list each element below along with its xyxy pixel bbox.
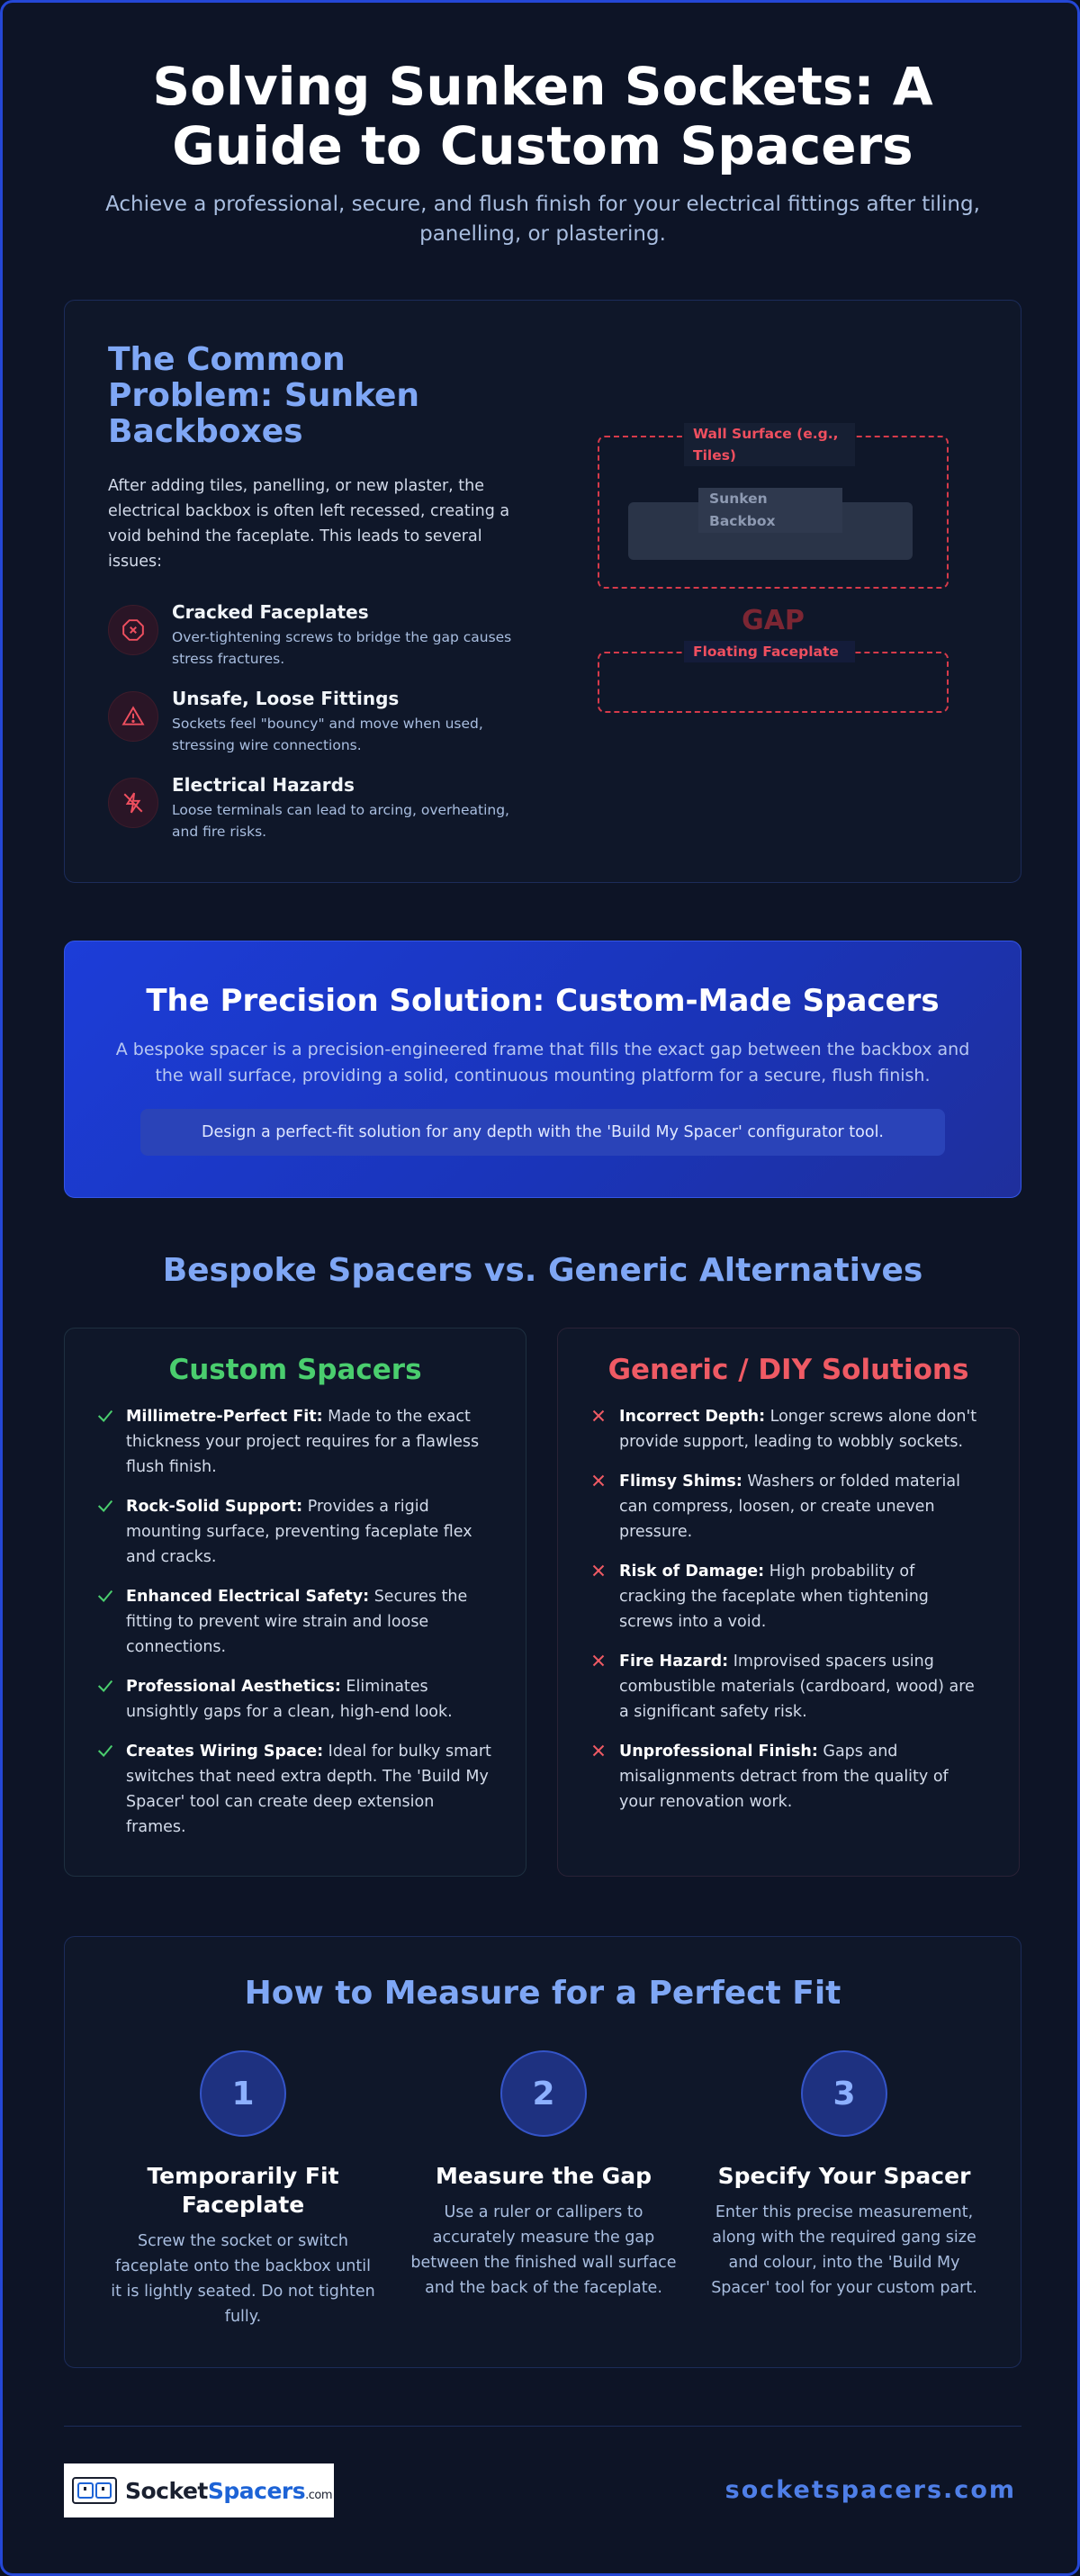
page-subtitle: Achieve a professional, secure, and flush finish for your electrical fittings after tiling, panelling, or plastering. <box>105 193 980 246</box>
gap-label: GAP <box>742 605 805 636</box>
custom-spacers-column <box>64 1328 526 1877</box>
solution-body: A bespoke spacer is a precision-engineered frame that fills the exact gap between the backbox and the wall surface, providing a solid, continuous mounting platform for a secure, flush finish. <box>115 1040 970 1085</box>
header <box>64 57 1022 249</box>
list-item: Risk of Damage: High probability of cracking the faceplate when tightening screws into a void. <box>589 1559 986 1635</box>
solution-banner <box>64 941 1022 1198</box>
step-title: Measure the Gap <box>435 2163 652 2189</box>
issue-desc: Loose terminals can lead to arcing, overheating, and fire risks. <box>172 802 509 840</box>
step-number: 1 <box>200 2050 286 2137</box>
website-link[interactable]: socketspacers.com <box>724 2476 1016 2504</box>
step-3 <box>709 2050 979 2301</box>
cross-icon <box>589 1561 608 1581</box>
cross-icon <box>589 1471 608 1491</box>
list-item: Enhanced Electrical Safety: Secures the fitting to prevent wire strain and loose connections. <box>95 1584 493 1660</box>
cross-icon <box>589 1406 608 1426</box>
issue-title: Unsafe, Loose Fittings <box>172 688 400 709</box>
problem-card <box>64 300 1022 883</box>
custom-spacers-title: Custom Spacers <box>168 1354 422 1386</box>
page-title: Solving Sunken Sockets: A Guide to Custom Spacers <box>152 56 933 176</box>
step-1 <box>108 2050 378 2329</box>
step-desc: Enter this precise measurement, along with the required gang size and colour, into the 'Build My Spacer' tool for your custom part. <box>711 2203 977 2297</box>
socketspacers-logo[interactable] <box>64 2463 334 2517</box>
backbox-label: Sunken Backbox <box>698 488 842 533</box>
issue-desc: Sockets feel "bouncy" and move when used, stressing wire connections. <box>172 716 483 753</box>
step-number: 2 <box>500 2050 587 2137</box>
list-item: Incorrect Depth: Longer screws alone don't provide support, leading to wobbly sockets. <box>589 1404 986 1455</box>
cross-icon <box>589 1651 608 1671</box>
socket-logo-icon <box>71 2472 118 2508</box>
list-item: Unprofessional Finish: Gaps and misalignments detract from the quality of your renovation work. <box>589 1739 986 1815</box>
list-item: Rock-Solid Support: Provides a rigid mounting surface, preventing faceplate flex and cracks. <box>95 1494 493 1570</box>
problem-title: The Common Problem: Sunken Backboxes <box>108 341 420 450</box>
no-power-icon <box>108 778 158 828</box>
generic-solutions-title: Generic / DIY Solutions <box>608 1354 969 1386</box>
measure-title: How to Measure for a Perfect Fit <box>244 1975 842 2012</box>
list-item: Flimsy Shims: Washers or folded material can compress, loosen, or create uneven pressure. <box>589 1469 986 1545</box>
checkmark-icon <box>95 1741 115 1761</box>
warning-triangle-icon <box>108 691 158 742</box>
sunken-backbox-diagram <box>598 426 949 733</box>
footer-divider <box>64 2426 1022 2427</box>
list-item: Millimetre-Perfect Fit: Made to the exact thickness your project requires for a flawless flush finish. <box>95 1404 493 1480</box>
solution-title: The Precision Solution: Custom-Made Spacers <box>146 983 940 1019</box>
faceplate-label: Floating Faceplate <box>684 641 855 662</box>
list-item: Professional Aesthetics: Eliminates unsightly gaps for a clean, high-end look. <box>95 1674 493 1725</box>
checkmark-icon <box>95 1676 115 1696</box>
checkmark-icon <box>95 1406 115 1426</box>
wall-surface-label: Wall Surface (e.g., Tiles) <box>684 423 855 466</box>
list-item: Creates Wiring Space: Ideal for bulky smart switches that need extra depth. The 'Build My Spacer' tool can create deep extension frames. <box>95 1739 493 1840</box>
step-number: 3 <box>801 2050 887 2137</box>
issue-title: Cracked Faceplates <box>172 601 369 623</box>
issue-desc: Over-tightening screws to bridge the gap causes stress fractures. <box>172 629 512 667</box>
logo-wordmark: SocketSpacers.com <box>125 2477 333 2504</box>
checkmark-icon <box>95 1586 115 1606</box>
list-item: Fire Hazard: Improvised spacers using combustible materials (cardboard, wood) are a significant safety risk. <box>589 1649 986 1725</box>
cracked-octagon-icon <box>108 605 158 655</box>
step-desc: Use a ruler or callipers to accurately measure the gap between the finished wall surface and the back of the faceplate. <box>410 2203 677 2297</box>
cross-icon <box>589 1741 608 1761</box>
comparison-title: Bespoke Spacers vs. Generic Alternatives <box>162 1252 923 1289</box>
step-2 <box>409 2050 679 2301</box>
build-my-spacer-cta[interactable]: Design a perfect-fit solution for any depth with the 'Build My Spacer' configurator tool. <box>140 1109 945 1156</box>
step-title: Specify Your Spacer <box>717 2163 971 2189</box>
problem-intro: After adding tiles, panelling, or new plaster, the electrical backbox is often left recessed, creating a void behind the faceplate. This leads to several issues: <box>108 477 510 571</box>
generic-solutions-column <box>557 1328 1020 1877</box>
measure-card <box>64 1936 1022 2368</box>
checkmark-icon <box>95 1496 115 1516</box>
step-desc: Screw the socket or switch faceplate onto the backbox until it is lightly seated. Do not tighten fully. <box>111 2232 375 2326</box>
step-title: Temporarily Fit Faceplate <box>147 2163 339 2218</box>
issue-title: Electrical Hazards <box>172 774 355 796</box>
